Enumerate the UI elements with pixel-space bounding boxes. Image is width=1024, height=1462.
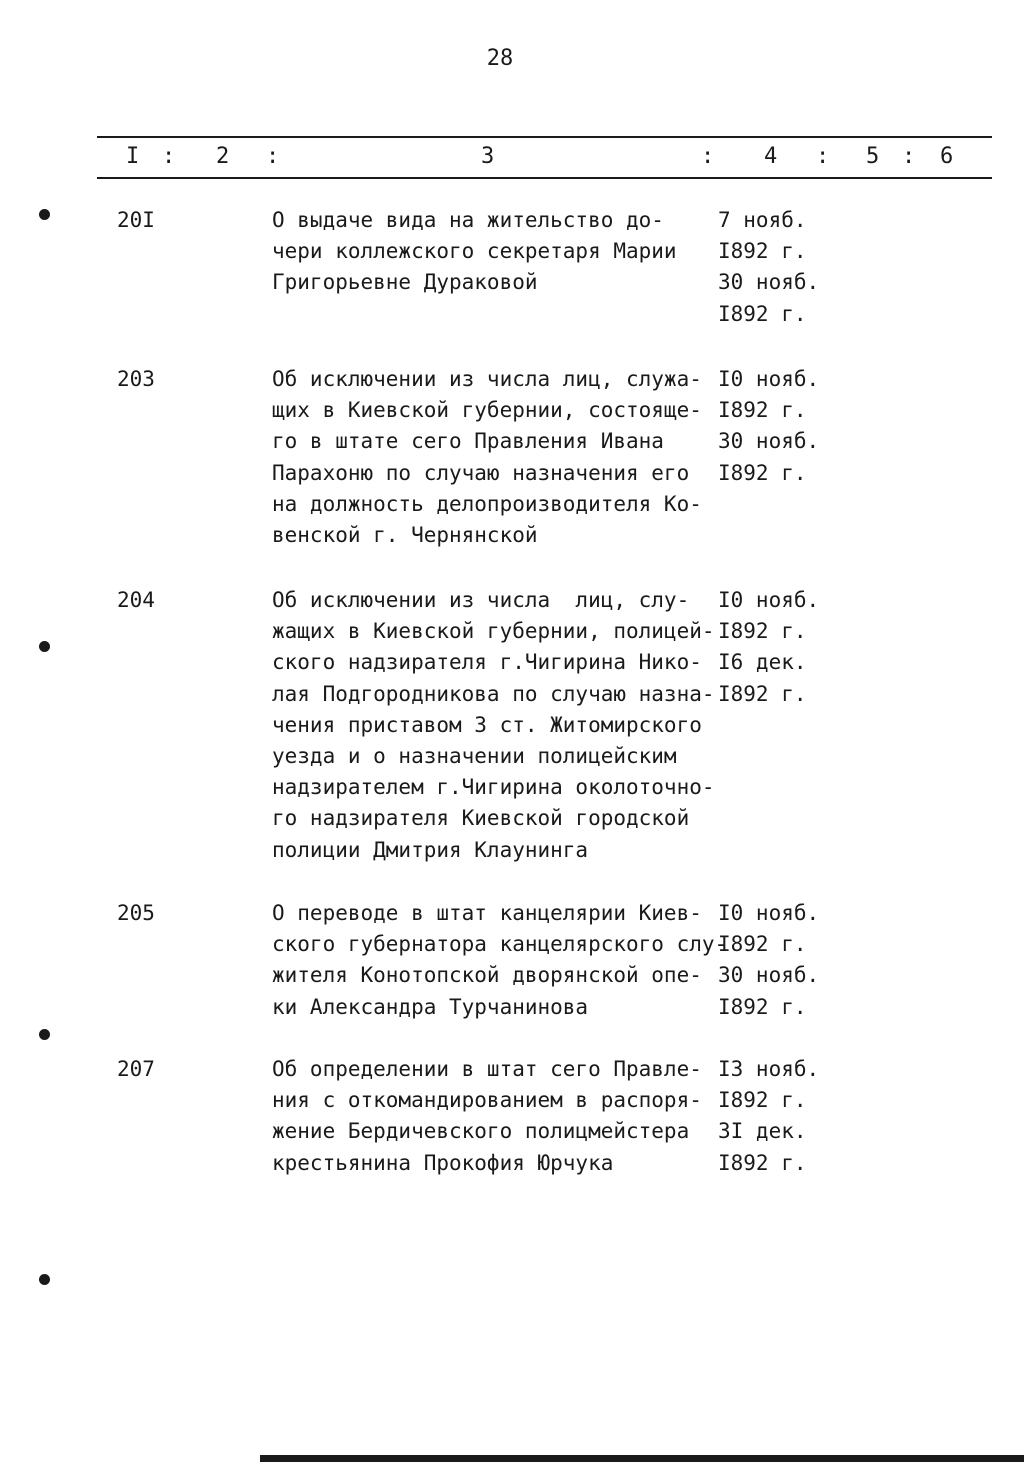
description-line: чери коллежского секретаря Марии [272,239,677,264]
date-line: I0 нояб. [718,901,820,925]
punch-hole [39,209,50,220]
description-line: на должность делопроизводителя Ко- [272,491,702,516]
description-line: полиции Дмитрия Клаунинга [272,837,589,862]
punch-hole [39,641,50,652]
date-line: 30 нояб. [718,429,820,454]
date-line: I6 дек. [718,650,807,675]
entry-number: 205 [117,901,155,925]
column-header-3: 3 [481,144,495,169]
column-separator: : [701,144,715,169]
description-line: Парахоню по случаю назначения его [272,460,690,485]
date-line: 7 нояб. [718,208,807,232]
date-line: I892 г. [718,994,807,1019]
description-line: щих в Киевской губернии, состояще- [272,398,702,423]
description-line: го надзирателя Киевской городской [272,806,690,831]
description-line: ния с откомандированием в распоря- [272,1088,702,1113]
date-line: I0 нояб. [718,367,820,391]
description-line: ского надзирателя г.Чигирина Нико- [272,650,702,675]
entry-dates [718,1054,838,1179]
date-line: I892 г. [718,619,807,644]
description-line: надзирателем г.Чигирина околоточно- [272,775,715,800]
page-number: 28 [486,46,514,71]
description-line: Григорьевне Дураковой [272,270,538,295]
column-separator: : [162,144,176,169]
column-separator: : [816,144,830,169]
header-bottom-rule [97,177,992,179]
description-line: жащих в Киевской губернии, полицей- [272,619,715,644]
entry-number: 207 [117,1057,155,1081]
entry-number: 203 [117,367,155,391]
column-separator: : [266,144,280,169]
column-header-6: 6 [940,144,954,169]
description-line: Об определении в штат сего Правле- [272,1057,702,1081]
date-line: I892 г. [718,398,807,423]
description-line: лая Подгородникова по случаю назна- [272,681,715,706]
entry-description [272,364,712,551]
description-line: О выдаче вида на жительство до- [272,208,664,232]
entry-dates [718,205,838,330]
date-line: 30 нояб. [718,270,820,295]
date-line: I892 г. [718,1150,807,1175]
entry-description [272,1054,712,1179]
date-line: I892 г. [718,460,807,485]
date-line: I892 г. [718,681,807,706]
description-line: чения приставом 3 ст. Житомирского [272,712,702,737]
description-line: О переводе в штат канцелярии Киев- [272,901,702,925]
header-top-rule [97,136,992,138]
date-line: I3 нояб. [718,1057,820,1081]
entry-dates [718,585,838,710]
description-line: го в штате сего Правления Ивана [272,429,664,454]
description-line: Об исключении из числа лиц, служа- [272,367,702,391]
date-line: I0 нояб. [718,588,820,612]
entry-number: 204 [117,588,155,612]
date-line: 30 нояб. [718,963,820,988]
entry-dates [718,898,838,1023]
date-line: 3I дек. [718,1119,807,1144]
date-line: I892 г. [718,301,807,326]
description-line: ского губернатора канцелярского слу- [272,932,728,957]
punch-hole [39,1274,50,1285]
description-line: жение Бердичевского полицмейстера [272,1119,690,1144]
column-header-5: 5 [866,144,880,169]
entry-number: 20I [117,208,155,232]
column-header-2: 2 [216,144,230,169]
scan-bottom-edge [260,1455,1024,1462]
date-line: I892 г. [718,932,807,957]
entry-description [272,205,712,299]
date-line: I892 г. [718,1088,807,1113]
description-line: уезда и о назначении полицейским [272,744,677,769]
description-line: жителя Конотопской дворянской опе- [272,963,702,988]
description-line: крестьянина Прокофия Юрчука [272,1150,614,1175]
date-line: I892 г. [718,239,807,264]
entry-description [272,585,715,866]
entry-dates [718,364,838,489]
punch-hole [39,1029,50,1040]
description-line: ки Александра Турчанинова [272,994,589,1019]
entry-description [272,898,728,1023]
description-line: Об исключении из числа лиц, слу- [272,588,690,612]
column-separator: : [902,144,916,169]
column-header-4: 4 [764,144,778,169]
column-header-1: I [126,144,140,169]
description-line: венской г. Чернянской [272,523,538,548]
